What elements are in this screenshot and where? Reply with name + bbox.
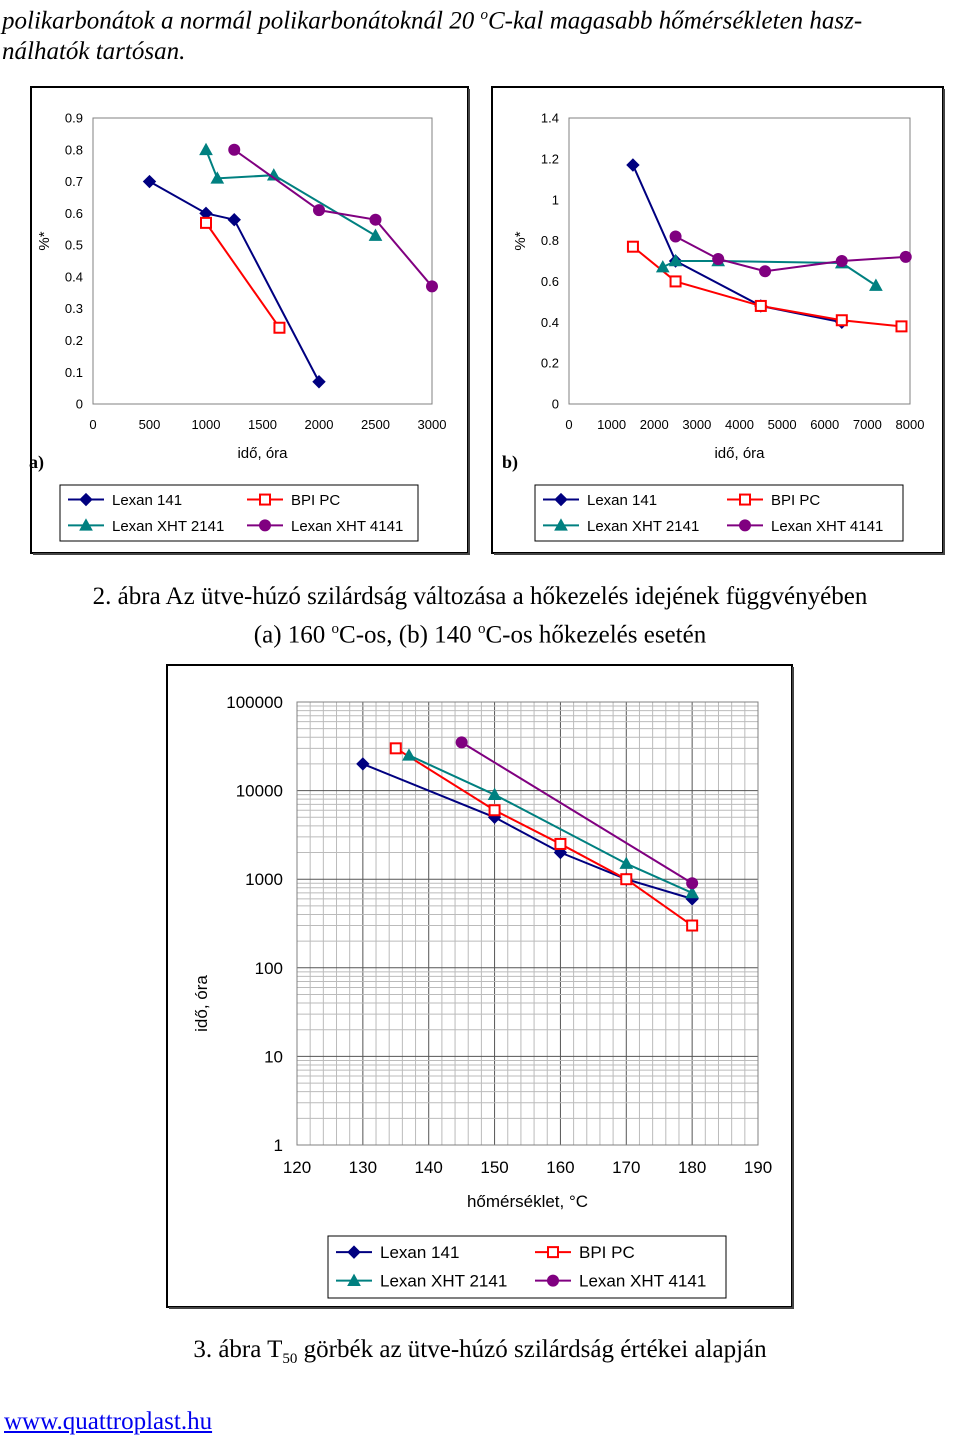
legend-marker [740,495,750,505]
y-tick-label: 0.4 [64,269,83,285]
data-point [671,276,681,286]
legend-marker [260,495,270,505]
figure2-caption-line1: 2. ábra Az ütve-húzó szilárdság változása a hőkezelés idejének függvényében [92,583,868,610]
legend-marker [548,1275,559,1286]
legend-label: Lexan XHT 4141 [579,1271,707,1291]
chart-frame [492,87,943,553]
y-tick-label: 100000 [226,692,283,712]
y-tick-label: 10 [264,1047,283,1067]
y-tick-label: 0.1 [64,364,83,380]
data-point [229,144,240,155]
y-axis-title: idő, óra [192,975,211,1032]
data-point [837,315,847,325]
x-tick-label: 7000 [852,417,882,432]
data-point [670,231,681,242]
x-tick-label: 170 [612,1158,641,1177]
y-tick-label: 1 [273,1135,283,1155]
chart-frame-shadow [792,667,794,1309]
x-tick-label: 1500 [248,417,277,432]
x-tick-label: 500 [138,417,161,432]
legend-label: BPI PC [291,492,341,510]
chart-frame-shadow [169,1307,794,1309]
chart-frame-shadow [33,553,470,555]
chart-frame [31,87,468,553]
legend-label: Lexan 141 [587,492,658,510]
data-point [687,921,697,931]
chart-c [167,665,794,1309]
y-axis-title: %* [36,231,53,251]
legend-label: Lexan XHT 2141 [380,1271,508,1291]
x-tick-label: 2500 [361,417,390,432]
figure2-caption-line2: (a) 160 $^o$C-os, (b) 140 $^o$C-os hőkezelés esetén [253,621,707,649]
legend-label: BPI PC [771,492,821,510]
y-tick-label: 0.7 [64,174,83,190]
y-tick-label: 1.4 [540,110,559,126]
data-point [900,251,911,262]
data-point [756,301,766,311]
data-point [628,242,638,252]
chart-frame-shadow [468,89,470,555]
y-tick-label: 0.6 [64,205,83,221]
legend-label: Lexan XHT 2141 [587,517,700,535]
x-tick-label: 8000 [895,417,925,432]
chart-frame-shadow [494,553,945,555]
data-point [836,256,847,267]
y-tick-label: 10000 [235,781,283,801]
y-tick-label: 0 [551,396,559,412]
x-tick-label: 190 [743,1158,773,1177]
y-tick-label: 0 [75,396,83,412]
intro-text-3: nálhatók tartósan. [2,38,186,66]
x-axis-title: hőmérséklet, °C [466,1192,589,1211]
data-point [760,266,771,277]
x-tick-label: 160 [546,1158,575,1177]
chart-frame-shadow [943,89,945,555]
legend-label: Lexan 141 [380,1243,460,1263]
legend-label: Lexan XHT 2141 [112,517,225,535]
x-tick-label: 6000 [810,417,840,432]
x-tick-label: 0 [565,417,573,432]
legend-marker [548,1247,558,1257]
y-tick-label: 100 [254,958,283,978]
data-point [391,743,401,753]
x-tick-label: 130 [348,1158,378,1177]
data-point [490,805,500,815]
x-tick-label: 180 [677,1158,707,1177]
legend-label: Lexan XHT 4141 [771,517,884,535]
x-tick-label: 3000 [682,417,712,432]
x-tick-label: 2000 [639,417,669,432]
panel-label: b) [502,452,519,472]
y-tick-label: 1 [551,192,559,208]
y-axis-title: %* [512,231,529,251]
chart-b [492,87,945,555]
x-tick-label: 140 [414,1158,443,1177]
intro-text-1: polikarbonátok a normál polikarbonátoknál 20 [2,7,481,35]
degree-sup: o [480,7,488,23]
x-tick-label: 3000 [417,417,447,432]
y-tick-label: 0.2 [540,355,559,371]
y-tick-label: 1.2 [540,151,559,167]
y-tick-label: 0.9 [64,110,83,126]
x-tick-label: 120 [282,1158,312,1177]
data-point [621,874,631,884]
x-tick-label: 0 [89,417,97,432]
legend-marker [260,520,271,531]
y-tick-label: 0.8 [64,142,83,158]
data-point [456,737,467,748]
legend-label: Lexan 141 [112,492,183,510]
x-tick-label: 1000 [597,417,627,432]
y-tick-label: 0.2 [64,332,83,348]
intro-text-2: C-kal magasabb hőmérsékleten hasz- [487,7,863,35]
legend-label: Lexan XHT 4141 [291,517,404,535]
panel-label: a) [29,452,44,472]
y-tick-label: 0.4 [540,314,559,330]
data-point [201,218,211,228]
chart-a [29,87,470,555]
figure3-caption: 3. ábra $T_{50}$ görbék az ütve-húzó szilárdság értékei alapján [193,1336,767,1367]
y-tick-label: 0.3 [64,301,83,317]
x-tick-label: 2000 [304,417,334,432]
data-point [713,253,724,264]
legend-label: BPI PC [579,1243,635,1263]
data-point [274,323,284,333]
x-tick-label: 5000 [767,417,797,432]
data-point [687,878,698,889]
footer-website-link[interactable]: www.quattroplast.hu [4,1408,213,1435]
data-point [555,839,565,849]
y-tick-label: 0.6 [540,273,559,289]
x-tick-label: 4000 [725,417,754,432]
figure2-caption [0,580,960,651]
data-point [314,205,325,216]
x-axis-title: idő, óra [714,445,765,462]
data-point [896,321,906,331]
y-tick-label: 0.8 [540,233,559,249]
x-tick-label: 150 [480,1158,509,1177]
legend-marker [740,520,751,531]
data-point [427,281,438,292]
y-tick-label: 0.5 [64,237,83,253]
data-point [370,214,381,225]
y-tick-label: 1000 [245,870,283,890]
x-axis-title: idő, óra [237,445,288,462]
x-tick-label: 1000 [191,417,221,432]
